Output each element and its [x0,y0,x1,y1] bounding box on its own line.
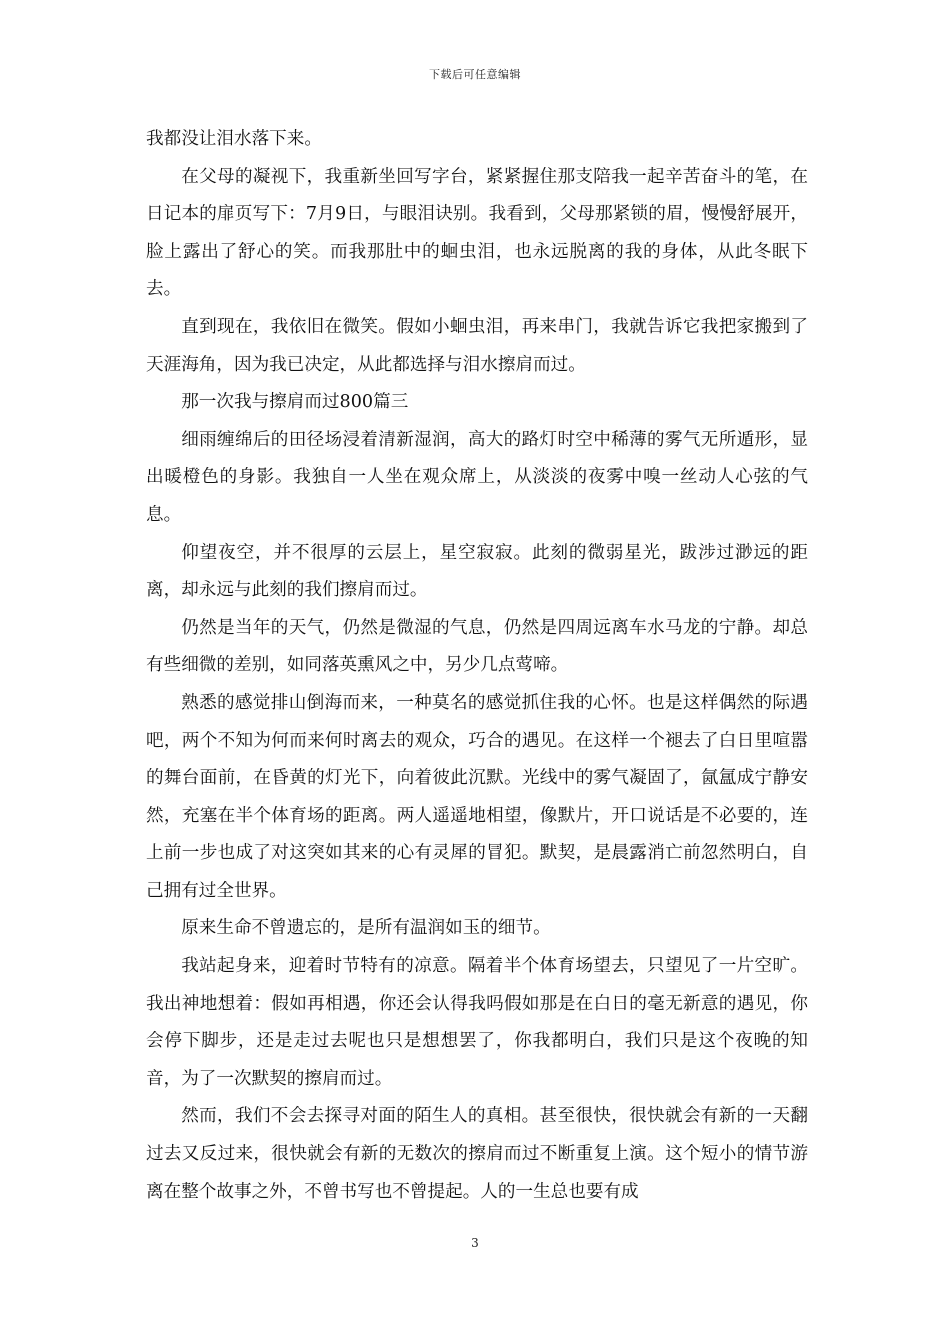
body-text [146,121,808,1211]
paragraph: 熟悉的感觉排山倒海而来，一种莫名的感觉抓住我的心怀。也是这样偶然的际遇吧，两个不知为何而来何时离去的观众，巧合的遇见。在这样一个褪去了白日里喧嚣的舞台面前，在昏黄的灯光下，向着彼此沉默。光线中的雾气凝固了，氤氲成宁静安然，充塞在半个体育场的距离。两人遥遥地相望，像默片，开口说话是不必要的，连上前一步也成了对这突如其来的心有灵犀的冒犯。默契，是晨露消亡前忽然明白，自己拥有过全世界。 [146,692,808,901]
section-heading: 那一次我与擦肩而过800篇三 [181,392,409,413]
paragraph: 然而，我们不会去探寻对面的陌生人的真相。甚至很快，很快就会有新的一天翻过去又反过来，很快就会有新的无数次的擦肩而过不断重复上演。这个短小的情节游离在整个故事之外，不曾书写也不曾提起。人的一生总也要有成 [146,1106,808,1202]
paragraph: 在父母的凝视下，我重新坐回写字台，紧紧握住那支陪我一起辛苦奋斗的笔，在日记本的扉页写下：7月9日，与眼泪诀别。我看到，父母那紧锁的眉，慢慢舒展开，脸上露出了舒心的笑。而我那肚中的蛔虫泪，也永远脱离的我的身体，从此冬眠下去。 [146,166,808,300]
paragraph: 我都没让泪水落下来。 [146,129,322,149]
paragraph: 仍然是当年的天气，仍然是微湿的气息，仍然是四周远离车水马龙的宁静。却总有些细微的差别，如同落英熏风之中，另少几点莺啼。 [146,617,808,676]
paragraph: 我站起身来，迎着时节特有的凉意。隔着半个体育场望去，只望见了一片空旷。我出神地想着：假如再相遇，你还会认得我吗假如那是在白日的毫无新意的遇见，你会停下脚步，还是走过去呢也只是想想罢了，你我都明白，我们只是这个夜晚的知音，为了一次默契的擦肩而过。 [146,956,808,1089]
page-number: 3 [471,1236,479,1250]
paragraph: 原来生命不曾遗忘的，是所有温润如玉的细节。 [181,918,551,939]
paragraph: 仰望夜空，并不很厚的云层上，星空寂寂。此刻的微弱星光，跋涉过渺远的距离，却永远与此刻的我们擦肩而过。 [146,542,808,601]
page-header: 下载后可任意编辑 [429,68,521,81]
paragraph: 直到现在，我依旧在微笑。假如小蛔虫泪，再来串门，我就告诉它我把家搬到了天涯海角，因为我已决定，从此都选择与泪水擦肩而过。 [146,316,808,375]
paragraph: 细雨缠绵后的田径场浸着清新湿润，高大的路灯时空中稀薄的雾气无所遁形，显出暖橙色的身影。我独自一人坐在观众席上，从淡淡的夜雾中嗅一丝动人心弦的气息。 [146,429,808,525]
